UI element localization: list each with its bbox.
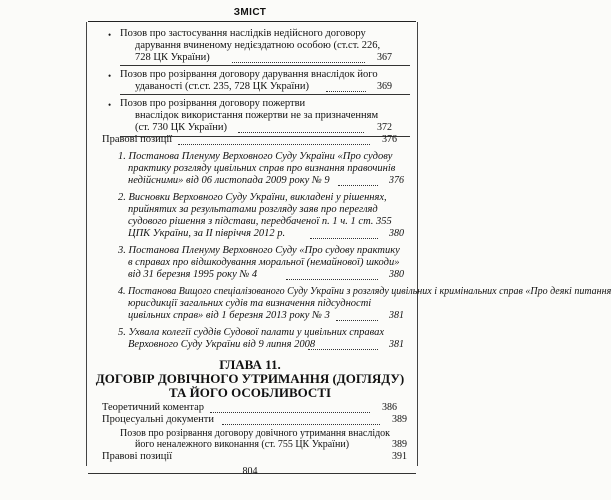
bullet-icon: •	[108, 71, 112, 81]
chapter-label: ГЛАВА 11.	[219, 357, 281, 372]
toc-entry-line: внаслідок використання пожертви не за призначенням	[135, 110, 379, 121]
page-number: 381	[389, 339, 404, 350]
toc-entry-line: (ст. 730 ЦК України)	[135, 122, 227, 133]
toc-entry-line: його неналежного виконання (ст. 755 ЦК України)	[135, 439, 350, 450]
toc-entry-line: від 31 березня 1995 року № 4	[128, 269, 258, 280]
page-number: 376	[389, 175, 404, 186]
leader-dots	[338, 185, 378, 186]
header-rule	[88, 21, 416, 22]
toc-entry-line: дарування вчиненому недієздатною особою (ст.ст. 226,	[135, 40, 381, 51]
toc-entry-line: удаваності (ст.ст. 235, 728 ЦК України)	[135, 81, 310, 92]
page-number: 386	[382, 402, 397, 413]
toc-entry-line: 2. Висновки Верховного Суду України, викладені у рішеннях,	[118, 192, 387, 203]
section-heading: Правові позиції	[102, 134, 173, 145]
bullet-icon: •	[108, 30, 112, 40]
toc-entry-line: ЦПК України, за II півріччя 2012 р.	[128, 228, 286, 239]
entry-rule	[120, 65, 410, 66]
section-heading: Правові позиції	[102, 451, 173, 462]
toc-entry-line: практику розгляду цивільних справ про визнання правочинів	[128, 163, 396, 174]
page-number-footer: 804	[242, 466, 258, 477]
leader-dots	[336, 320, 378, 321]
page-number: 380	[389, 269, 404, 280]
page-number: 391	[392, 451, 407, 462]
toc-entry-line: 5. Ухвала колегії суддів Судової палати у цивільних справах	[118, 327, 385, 338]
toc-entry-line: 3. Постанова Пленуму Верховного Суду «Про судову практику	[118, 245, 400, 256]
toc-entry-line: прийнятих за результатами розгляду заяв про перегляд	[128, 204, 378, 215]
page-number: 389	[392, 439, 407, 450]
page-number: 367	[377, 52, 392, 63]
leader-dots	[210, 412, 370, 413]
toc-entry-line: 728 ЦК України)	[135, 52, 210, 63]
section-heading: Процесуальні документи	[102, 414, 214, 425]
toc-entry-line: 4. Постанова Вищого спеціалізованого Суду України з розгляду цивільних і кримінальних справ «Про деякі питання	[118, 286, 611, 297]
leader-dots	[326, 91, 366, 92]
leader-dots	[310, 238, 378, 239]
toc-entry-line: в справах про відшкодування моральної (немайнової) шкоди»	[128, 257, 400, 268]
chapter-title: ДОГОВІР ДОВІЧНОГО УТРИМАННЯ (ДОГЛЯДУ)	[95, 371, 405, 386]
section-heading: Теоретичний коментар	[102, 402, 204, 413]
toc-entry-line: Позов про розірвання договору дарування внаслідок його	[120, 69, 378, 80]
leader-dots	[222, 424, 380, 425]
leader-dots	[238, 132, 364, 133]
leader-dots	[178, 144, 370, 145]
page-number: 389	[392, 414, 407, 425]
toc-entry-line: юрисдикції загальних судів та визначення підсудності	[128, 298, 372, 309]
bullet-icon: •	[108, 100, 112, 110]
toc-entry-line: судового рішення з підстави, передбаченої п. 1 ч. 1 ст. 355	[128, 216, 392, 227]
toc-entry-line: цивільних справ» від 1 березня 2013 року № 3	[128, 310, 330, 321]
page-number: 376	[382, 134, 397, 145]
toc-entry-line: Позов про розірвання договору довічного утримання внаслідок	[120, 428, 391, 439]
leader-dots	[286, 279, 378, 280]
toc-entry-line: Верховного Суду України від 9 липня 2008	[128, 339, 316, 350]
chapter-title: ТА ЙОГО ОСОБЛИВОСТІ	[168, 385, 332, 400]
leader-dots	[308, 349, 378, 350]
toc-entry-line: 1. Постанова Пленуму Верховного Суду України «Про судову	[118, 151, 393, 162]
page-number: 380	[389, 228, 404, 239]
page-number: 369	[377, 81, 392, 92]
running-header: ЗМІСТ	[233, 7, 267, 18]
page-number: 381	[389, 310, 404, 321]
page-number: 372	[377, 122, 392, 133]
entry-rule	[120, 94, 410, 95]
leader-dots	[232, 62, 365, 63]
toc-entry-line: Позов про застосування наслідків недійсного договору	[120, 28, 366, 39]
toc-entry-line: недійсними» від 06 листопада 2009 року № 9	[128, 175, 330, 186]
toc-entry-line: Позов про розірвання договору пожертви	[120, 98, 306, 109]
